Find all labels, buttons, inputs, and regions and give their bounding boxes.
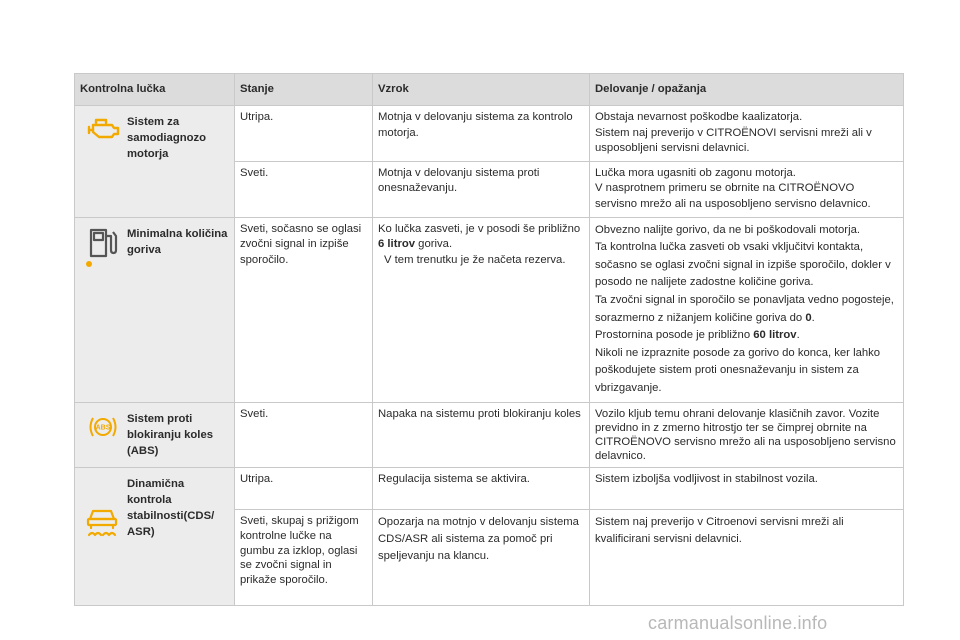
lamp-cell-fuel xyxy=(75,217,235,402)
lamp-name-fuel: Minimalna količina goriva xyxy=(127,227,228,256)
fuel-delovanje-p3 xyxy=(595,292,898,327)
fuel-delovanje-p4 xyxy=(595,327,898,345)
header-delovanje: Delovanje / opažanja xyxy=(590,74,904,106)
abs-icon xyxy=(87,415,119,445)
fuel-delovanje-p3-text: Ta zvočni signal in sporočilo se ponavljata vedno pogosteje, sorazmerno z nižanjem količine goriva do xyxy=(595,293,894,324)
abs-stanje: Sveti. xyxy=(235,402,373,468)
fuel-delovanje xyxy=(590,217,904,402)
table-header-row xyxy=(75,74,904,106)
engine-delovanje-1-line1: Obstaja nevarnost poškodbe kaalizatorja. xyxy=(595,111,803,123)
warning-lights-table xyxy=(74,73,904,606)
abs-delovanje: Vozilo kljub temu ohrani delovanje klasičnih zavor. Vozite previdno in z zmerno hitrostjo ter se čimprej obrnite na CITROËNOVO servisno mrežo ali na usposobljeno servisno delavnico. xyxy=(590,402,904,468)
engine-delovanje-2-line2: V nasprotnem primeru se obrnite na CITROËNOVO servisno mrežo ali na usposobljeno servisno delavnico. xyxy=(595,182,871,210)
cds-stanje-2: Sveti, skupaj s prižigom kontrolne lučke na gumbu za izklop, oglasi se zvočni signal in prikaže sporočilo. xyxy=(235,510,373,606)
warning-dot-icon xyxy=(85,258,93,274)
abs-vzrok: Napaka na sistemu proti blokiranju koles xyxy=(373,402,590,468)
fuel-delovanje-p1: Obvezno nalijte gorivo, da ne bi poškodovali motorja. xyxy=(595,223,861,236)
header-vzrok: Vzrok xyxy=(373,74,590,106)
fuel-delovanje-p3-end: . xyxy=(811,311,815,324)
fuel-vzrok-line2: V tem trenutku je že načeta rezerva. xyxy=(384,253,566,266)
cds-delovanje-2: Sistem naj preverijo v Citroenovi servisni mreži ali kvalificirani servisni delavnici. xyxy=(590,510,904,606)
table-row xyxy=(75,106,904,162)
lamp-cell-engine xyxy=(75,106,235,218)
lamp-name-engine: Sistem za samodiagnozo motorja xyxy=(127,116,207,160)
fuel-vzrok xyxy=(373,217,590,402)
cds-vzrok-1: Regulacija sistema se aktivira. xyxy=(373,468,590,510)
fuel-delovanje-p5: Nikoli ne izpraznite posode za gorivo do konca, ker lahko poškodujete sistem proti onesnaževanju in sistem za vbrizgavanje. xyxy=(595,346,881,394)
header-lamp: Kontrolna lučka xyxy=(75,74,235,106)
lamp-cell-abs xyxy=(75,402,235,468)
engine-delovanje-1-line2: Sistem naj preverijo v CITROËNOVI servisni mreži ali v usposobljeni servisni delavnici. xyxy=(595,126,872,155)
lamp-name-cds: Dinamična kontrola stabilnosti(CDS/ ASR) xyxy=(127,478,215,539)
cds-vzrok-2: Opozarja na motnjo v delovanju sistema CDS/ASR ali sistema za pomoč pri speljevanju na klancu. xyxy=(373,510,590,606)
engine-stanje-1: Utripa. xyxy=(235,106,373,162)
fuel-vzrok-end: goriva. xyxy=(415,238,453,251)
engine-delovanje-2 xyxy=(590,161,904,217)
lamp-name-abs: Sistem proti blokiranju koles (ABS) xyxy=(127,412,214,457)
fuel-delovanje-p2: Ta kontrolna lučka zasveti ob vsaki vključitvi kontakta, sočasno se oglasi zvočni signal in izpiše sporočilo, dokler v posodo ne nalijete zadostne količine goriva. xyxy=(595,241,891,289)
fuel-delovanje-p4-text: Prostornina posode je približno xyxy=(595,329,754,342)
fuel-stanje: Sveti, sočasno se oglasi zvočni signal in izpiše sporočilo. xyxy=(235,217,373,402)
fuel-capacity: 60 litrov xyxy=(753,329,797,342)
header-stanje: Stanje xyxy=(235,74,373,106)
cds-delovanje-1: Sistem izboljša vodljivost in stabilnost vozila. xyxy=(590,468,904,510)
fuel-vzrok-text: Ko lučka zasveti, je v posodi še približno xyxy=(378,222,581,235)
table-row xyxy=(75,468,904,510)
stability-control-icon xyxy=(85,504,119,544)
engine-vzrok-1: Motnja v delovanju sistema za kontrolo motorja. xyxy=(373,106,590,162)
lamp-cell-cds xyxy=(75,468,235,606)
cds-stanje-1: Utripa. xyxy=(235,468,373,510)
fuel-amount: 6 litrov xyxy=(378,238,416,251)
engine-vzrok-2: Motnja v delovanju sistema proti onesnaževanju. xyxy=(373,161,590,217)
engine-delovanje-2-line1: Lučka mora ugasniti ob zagonu motorja. xyxy=(595,166,796,179)
fuel-pump-icon xyxy=(89,228,119,266)
fuel-min-value: 0 xyxy=(805,311,812,324)
abs-icon-label: ABS xyxy=(95,424,111,431)
fuel-delovanje-p4-end: . xyxy=(796,329,800,342)
engine-check-icon xyxy=(87,116,121,146)
table-row xyxy=(75,217,904,402)
engine-stanje-2: Sveti. xyxy=(235,161,373,217)
table-row xyxy=(75,402,904,468)
engine-delovanje-1 xyxy=(590,106,904,162)
watermark: carmanualsonline.info xyxy=(648,613,828,633)
fuel-vzrok-line1 xyxy=(378,222,584,253)
